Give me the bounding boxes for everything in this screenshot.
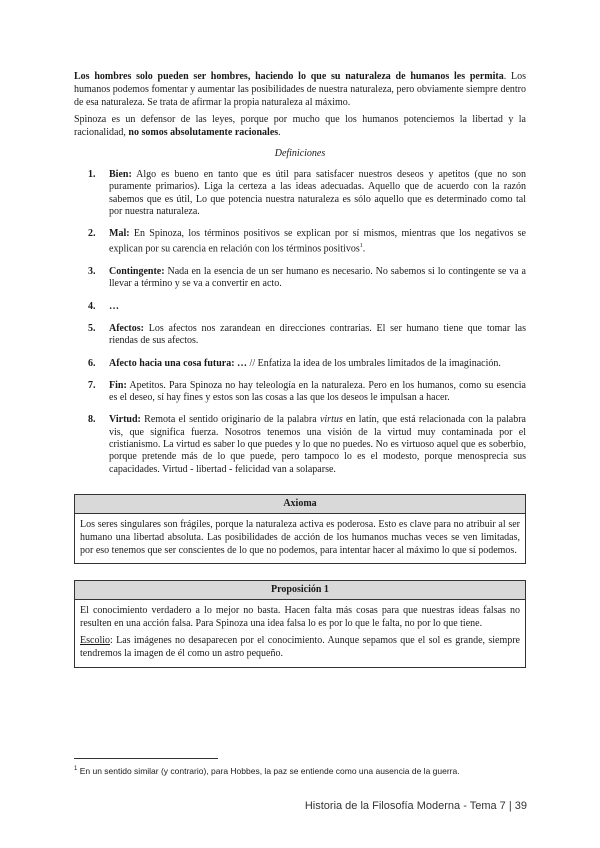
definition-term: Contingente: — [109, 266, 165, 278]
proposicion-box — [74, 580, 526, 667]
definition-number: 1. — [88, 169, 96, 180]
intro-text: Spinoza es un defensor de las leyes, porque por mucho que los humanos potenciemos la libertad y la racionalidad, — [74, 114, 526, 138]
definition-number: 2. — [88, 228, 96, 240]
intro-paragraph-2 — [74, 113, 526, 139]
definition-item — [88, 301, 526, 313]
definition-text: Algo es bueno en tanto que es útil para satisfacer nuestros deseos y apetitos (que no son puramente primarios). Liga la certeza a las ideas adecuadas. Aquello que de acuerdo con la razón sabemos que es útil, Lo que potencia nuestra naturaleza es sólo aquello que es determinado como tal por nuestra naturaleza. — [109, 169, 526, 217]
definition-item — [88, 414, 526, 475]
intro-paragraph-1 — [74, 70, 526, 109]
page-content — [74, 70, 526, 668]
definition-text: . — [362, 243, 366, 255]
definitions-title: Definiciones — [274, 148, 326, 159]
definition-text: En Spinoza, los términos positivos se explican por sí mismos, mientras que los negativos se explican por su carencia en relación con los términos positivos — [109, 228, 526, 255]
definition-number: 8. — [88, 414, 96, 426]
footnote-mark: 1 — [74, 766, 78, 772]
definition-term: Virtud: — [109, 414, 141, 426]
definition-text: Los afectos nos zarandean en direcciones contrarias. El ser humano tiene que tomar las riendas de sus afectos. — [109, 323, 526, 347]
definition-number: 3. — [88, 266, 96, 278]
definition-term: … — [109, 300, 119, 312]
proposicion-title: Proposición 1 — [75, 581, 525, 600]
proposicion-text: El conocimiento verdadero a lo mejor no basta. Hacen falta más cosas para que nuestras ideas falsas no resulten en una acción falsa. Para Spinoza una idea falsa lo es por lo que le falta, no por lo que tiene. — [80, 605, 520, 630]
escolio-paragraph — [80, 635, 520, 661]
definition-item — [88, 323, 526, 348]
definition-number: 6. — [88, 357, 96, 369]
axioma-box — [74, 494, 526, 564]
intro-bold-statement: Los hombres solo pueden ser hombres, haciendo lo que su naturaleza de humanos les permita — [74, 71, 504, 82]
intro-text: . — [278, 127, 281, 138]
escolio-label: Escolio — [80, 634, 110, 646]
definitions-list — [88, 169, 526, 476]
page-footer: Historia de la Filosofía Moderna - Tema 7 | 39 — [304, 800, 527, 812]
definition-text: Remota el sentido originario de la palabra — [140, 414, 320, 426]
axioma-title: Axioma — [75, 495, 525, 514]
definition-item — [88, 169, 526, 218]
footnote-text: En un sentido similar (y contrario), para Hobbes, la paz se entiende como una ausencia de la guerra. — [77, 765, 460, 776]
definition-term: Mal: — [109, 228, 130, 240]
definition-item — [88, 380, 526, 405]
definition-item — [88, 266, 526, 291]
footnote-divider — [74, 758, 218, 759]
footnote-reference[interactable]: 1 — [359, 243, 363, 250]
definition-term: Afecto hacia una cosa futura: … — [109, 357, 248, 369]
definition-term: Fin: — [109, 379, 127, 391]
intro-text: . Los humanos podemos fomentar y aumentar las posibilidades de nuestra naturaleza, pero obviamente siempre dentro de esa naturaleza. Se trata de afirmar la propia naturaleza al máximo. — [74, 71, 526, 108]
definition-text: // Enfatiza la idea de los umbrales limitados de la imaginación. — [247, 357, 501, 369]
definition-text: en latín, que está relacionada con la palabra vis, que significa fuerza. Nosotros tenemos una visión de la virtud muy contaminada por el cristianismo. La virtud es saber lo que puedes y lo que no puedes. No es virtuoso aquel que es soberbio, porque pretende más de lo que puede, pero tampoco lo es el modesto, porque menosprecia sus capacidades. Virtud - libertad - felicidad van a solaparse. — [109, 414, 526, 475]
definition-number: 7. — [88, 379, 96, 391]
latin-word: virtus — [319, 414, 343, 426]
definition-text: Apetitos. Para Spinoza no hay teleología en la naturaleza. Pero en los humanos, como su esencia es el deseo, sí hay fines y estos son las cosas a las que los deseos le impulsan a hacer. — [109, 379, 526, 404]
definition-text: Nada en la esencia de un ser humano es necesario. No sabemos si lo contingente se va a llevar a término y se va a convertir en acto. — [109, 266, 526, 290]
intro-bold-statement: no somos absolutamente racionales — [128, 127, 279, 138]
footnote — [74, 764, 534, 777]
definition-number: 4. — [88, 300, 96, 312]
definition-term: Afectos: — [109, 323, 144, 334]
definition-term: Bien: — [109, 169, 132, 180]
definition-item — [88, 228, 526, 256]
axioma-text: Los seres singulares son frágiles, porque la naturaleza activa es poderosa. Esto es clave para no atribuir al ser humano una libertad absoluta. Las posibilidades de acción de los humanos muchas veces se ven limitadas, por eso tenemos que ser conscientes de lo que no podemos, para intentar hacer al máximo lo que sí podemos. — [80, 518, 520, 556]
definition-number: 5. — [88, 323, 96, 334]
definition-item — [88, 358, 526, 370]
escolio-text: : Las imágenes no desaparecen por el conocimiento. Aunque sepamos que el sol es grande, siempre tendremos la imagen de él como un astro pequeño. — [80, 634, 520, 659]
